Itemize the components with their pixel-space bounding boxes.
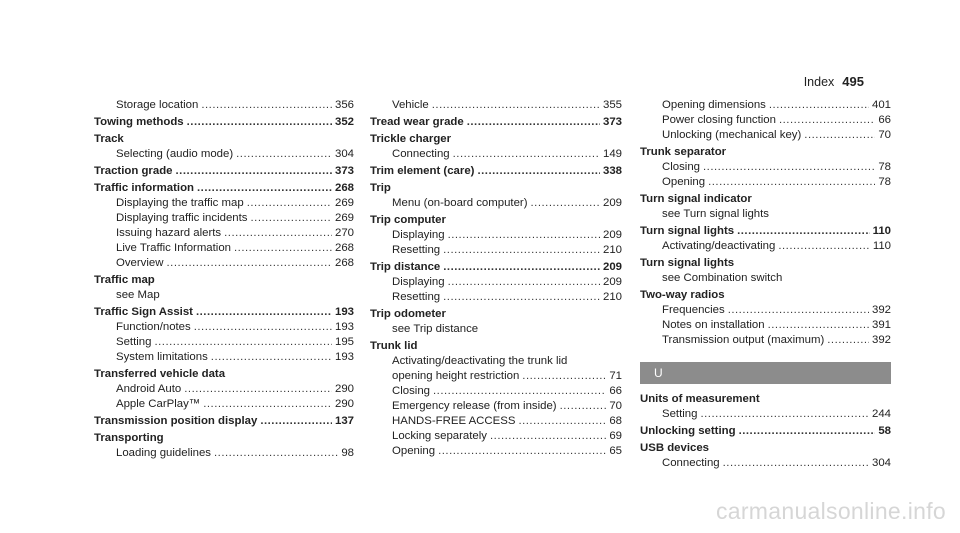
index-heading[interactable]: Traffic Sign Assist ..... 193 [94,305,354,320]
index-entry[interactable]: opening height restriction ..... 71 [370,369,622,384]
index-heading: Two-way radios [640,289,725,301]
index-heading[interactable]: Transmission position display ..... 137 [94,414,354,429]
index-heading[interactable]: Traction grade ..... 373 [94,164,354,179]
index-entry[interactable]: Setting ..... 244 [640,407,891,422]
index-heading: Turn signal indicator [640,193,752,205]
index-entry[interactable]: Transmission output (maximum) ..... 392 [640,333,891,348]
index-heading: Trip odometer [370,308,446,320]
index-entry[interactable]: Unlocking (mechanical key) ..... 70 [640,128,891,143]
index-heading[interactable]: Traffic information ..... 268 [94,181,354,196]
index-heading[interactable]: Turn signal lights ..... 110 [640,224,891,239]
index-entry[interactable]: Displaying the traffic map ..... 269 [94,196,354,211]
index-entry[interactable]: Selecting (audio mode) ..... 304 [94,147,354,162]
index-heading[interactable]: Trim element (care) ..... 338 [370,164,622,179]
index-heading: Track [94,133,124,145]
index-column-2 [370,98,622,459]
see-reference[interactable]: see Trip distance [392,323,479,335]
index-entry[interactable]: Power closing function ..... 66 [640,113,891,128]
section-letter-bar: U [640,362,891,384]
index-entry[interactable]: Displaying traffic incidents ..... 269 [94,211,354,226]
see-reference[interactable]: see Combination switch [662,272,783,284]
index-entry[interactable]: Menu (on-board computer) ..... 209 [370,196,622,211]
index-heading: Trunk lid [370,340,418,352]
index-entry[interactable]: Closing ..... 78 [640,160,891,175]
index-column-1 [94,98,354,461]
see-reference[interactable]: see Turn signal lights [662,208,770,220]
index-entry[interactable]: System limitations ..... 193 [94,350,354,365]
index-entry[interactable]: Resetting ..... 210 [370,290,622,305]
index-entry[interactable]: Overview ..... 268 [94,256,354,271]
index-heading: Turn signal lights [640,257,735,269]
index-heading: USB devices [640,442,710,454]
index-heading[interactable]: Tread wear grade ..... 373 [370,115,622,130]
index-heading: Trickle charger [370,133,452,145]
index-column-3 [640,98,891,471]
index-heading: Units of measurement [640,393,760,405]
index-entry[interactable]: Displaying ..... 209 [370,228,622,243]
index-entry[interactable]: Storage location ..... 356 [94,98,354,113]
index-entry[interactable]: Loading guidelines ..... 98 [94,446,354,461]
index-entry-wrap: Activating/deactivating the trunk lid [392,355,568,367]
index-entry[interactable]: Issuing hazard alerts ..... 270 [94,226,354,241]
index-entry[interactable]: Setting ..... 195 [94,335,354,350]
index-entry[interactable]: Activating/deactivating ..... 110 [640,239,891,254]
see-reference[interactable]: see Map [116,289,160,301]
index-heading: Trunk separator [640,146,727,158]
index-entry[interactable]: Opening ..... 78 [640,175,891,190]
index-entry[interactable]: Resetting ..... 210 [370,243,622,258]
index-heading[interactable]: Trip distance ..... 209 [370,260,622,275]
index-entry[interactable]: Emergency release (from inside) ..... 70 [370,399,622,414]
index-entry[interactable]: Connecting ..... 304 [640,456,891,471]
index-heading: Trip [370,182,391,194]
index-entry[interactable]: HANDS-FREE ACCESS ..... 68 [370,414,622,429]
header-title: Index [803,75,835,89]
index-entry[interactable]: Notes on installation ..... 391 [640,318,891,333]
index-entry[interactable]: Connecting ..... 149 [370,147,622,162]
index-heading: Traffic map [94,274,155,286]
index-heading: Transporting [94,432,164,444]
index-entry[interactable]: Closing ..... 66 [370,384,622,399]
index-entry[interactable]: Displaying ..... 209 [370,275,622,290]
index-entry[interactable]: Locking separately ..... 69 [370,429,622,444]
index-entry[interactable]: Opening ..... 65 [370,444,622,459]
index-entry[interactable]: Android Auto ..... 290 [94,382,354,397]
index-entry[interactable]: Opening dimensions ..... 401 [640,98,891,113]
index-heading: Trip computer [370,214,446,226]
index-heading[interactable]: Unlocking setting ..... 58 [640,424,891,439]
index-heading[interactable]: Towing methods ..... 352 [94,115,354,130]
index-entry[interactable]: Frequencies ..... 392 [640,303,891,318]
watermark: carmanualsonline.info [715,498,946,524]
index-entry[interactable]: Vehicle ..... 355 [370,98,622,113]
index-entry[interactable]: Live Traffic Information ..... 268 [94,241,354,256]
index-entry[interactable]: Apple CarPlay™ ..... 290 [94,397,354,412]
page-header [804,74,864,89]
page-number: 495 [842,74,864,89]
index-heading: Transferred vehicle data [94,368,226,380]
index-entry[interactable]: Function/notes ..... 193 [94,320,354,335]
